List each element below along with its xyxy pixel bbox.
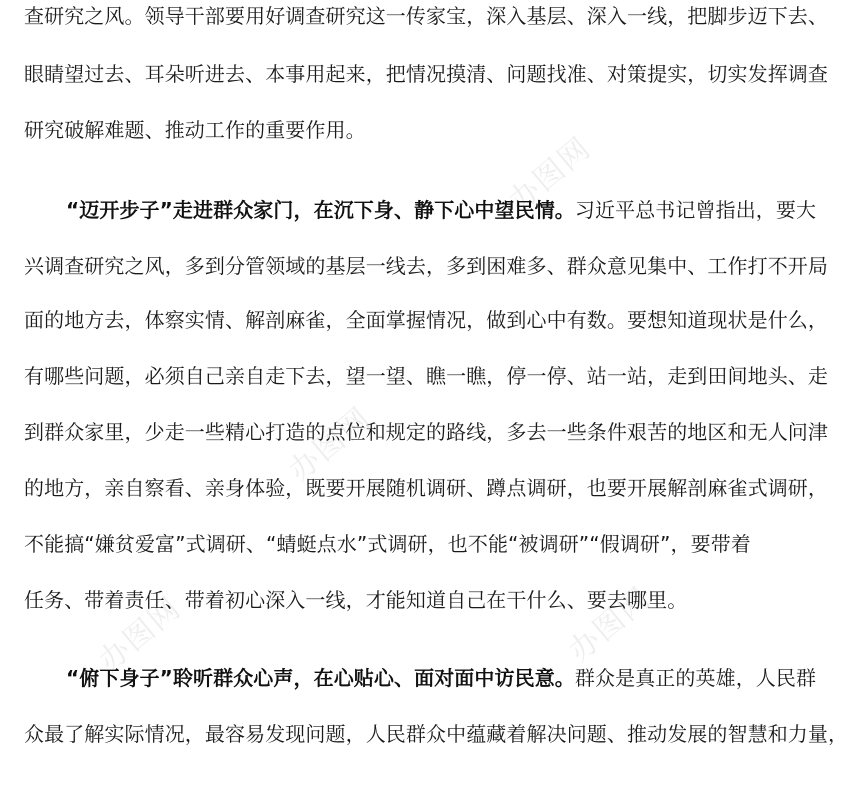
paragraph-heading: “俯下身子”聆听群众心声，在心贴心、面对面中访民意。 bbox=[66, 666, 575, 690]
paragraph-text: 习近平总书记曾指出，要大 bbox=[574, 198, 817, 222]
watermark: 办图网 bbox=[502, 130, 599, 219]
paragraph-line: 的地方，亲自察看、亲身体验，既要开展随机调研、蹲点调研，也要开展解剖麻雀式调研， bbox=[24, 476, 828, 500]
watermark: 办图网 bbox=[92, 590, 189, 679]
paragraph-line: 不能搞“嫌贫爱富”式调研、“蜻蜓点水”式调研，也不能“被调研”“假调研”，要带着 bbox=[24, 532, 751, 556]
paragraph-line: 任务、带着责任、带着初心深入一线，才能知道自己在干什么、要去哪里。 bbox=[24, 588, 688, 612]
paragraph-line: 到群众家里，少走一些精心打造的点位和规定的路线，多去一些条件艰苦的地区和无人问津 bbox=[24, 420, 828, 444]
paragraph-line: 查研究之风。领导干部要用好调查研究这一传家宝，深入基层、深入一线，把脚步迈下去、 bbox=[24, 4, 828, 28]
paragraph-heading: “迈开步子”走进群众家门，在沉下身、静下心中望民情。 bbox=[66, 198, 575, 222]
paragraph-line: 众最了解实际情况，最容易发现问题，人民群众中蕴藏着解决问题、推动发展的智慧和力量， bbox=[24, 722, 848, 746]
paragraph-text: 群众是真正的英雄，人民群 bbox=[574, 666, 817, 690]
watermark: 办图网 bbox=[282, 400, 379, 489]
paragraph-heading-line bbox=[66, 664, 817, 692]
paragraph-line: 眼睛望过去、耳朵听进去、本事用起来，把情况摸清、问题找准、对策提实，切实发挥调查 bbox=[24, 62, 828, 86]
paragraph-line: 面的地方去，体察实情、解剖麻雀，全面掌握情况，做到心中有数。要想知道现状是什么， bbox=[24, 308, 828, 332]
paragraph-line: 兴调查研究之风，多到分管领域的基层一线去，多到困难多、群众意见集中、工作打不开局 bbox=[24, 254, 828, 278]
paragraph-line: 研究破解难题、推动工作的重要作用。 bbox=[24, 118, 366, 142]
paragraph-line: 有哪些问题，必须自己亲自走下去，望一望、瞧一瞧，停一停、站一站，走到田间地头、走 bbox=[24, 364, 828, 388]
watermark: 办图网 bbox=[562, 580, 659, 669]
paragraph-heading-line bbox=[66, 196, 817, 224]
